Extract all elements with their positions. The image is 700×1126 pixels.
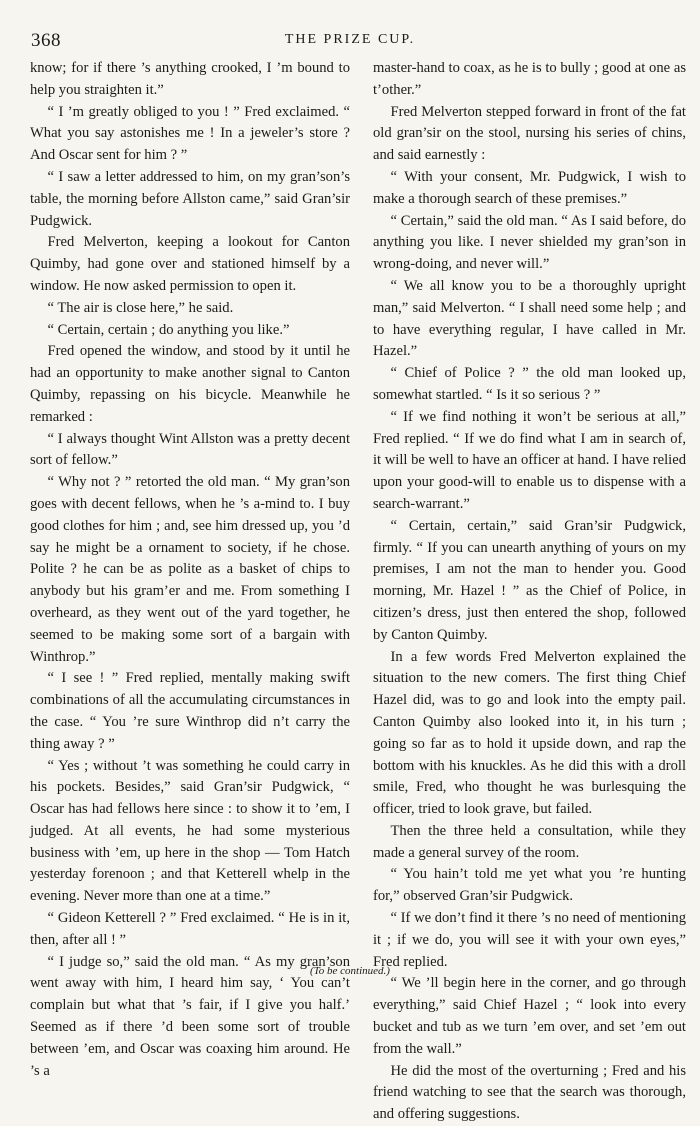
paragraph: Then the three held a consultation, while they made a general survey of the room. (373, 822, 686, 861)
paragraph: “ The air is close here,” he said. (47, 299, 234, 316)
paragraph: “ Certain, certain ; do anything you like.” (47, 321, 290, 338)
paragraph: “ Gideon Ketterell ? ” Fred exclaimed. “ He is in it, then, after all ! ” (30, 910, 350, 948)
paragraph: In a few words Fred Melverton explained the situation to the new comers. The first thing Chief Hazel did, was to go and look into the empty pail. Canton Quimby also looked into it, in his turn ; going so far as to hold it upside down, and rap the bottom with his knuckles. As he did this with a droll smile, Fred, who thought he was burlesquing the officer, tried to look grave, but failed. (373, 648, 686, 818)
paragraph: know; for if there ’s anything crooked, I ’m bound to help you straighten it.” (30, 60, 350, 98)
page-number: 368 (31, 30, 61, 51)
paragraph: “ Certain, certain,” said Gran’sir Pudgwick, firmly. “ If you can unearth anything of yours on my premises, I am not the man to hender you. Good morning, Mr. Hazel ! ” as the Chief of Police, in citizen’s dress, just then entered the shop, followed by Canton Quimby. (373, 517, 686, 643)
paragraph: “ I always thought Wint Allston was a pretty decent sort of fellow.” (30, 430, 350, 469)
paragraph: “ With your consent, Mr. Pudgwick, I wish to make a thorough search of these premises.” (373, 168, 686, 207)
paragraph: “ We all know you to be a thoroughly upright man,” said Melverton. “ I shall need some help ; and to have everything regular, I have called in Mr. Hazel.” (373, 277, 686, 360)
paragraph: “ I see ! ” Fred replied, mentally making swift combinations of all the accumulating circumstances in the case. “ You ’re sure Winthrop did n’t carry the thing away ? ” (30, 670, 350, 752)
paragraph: “ If we don’t find it there ’s no need of mentioning it ; if we do, you will see it with your own eyes,” Fred replied. (373, 910, 686, 970)
paragraph: “ Certain,” said the old man. “ As I said before, do anything you like. I never shielded my gran’son in wrong-doing, and never will.” (373, 212, 686, 273)
paragraph: master-hand to coax, as he is to bully ; good at one as t’other.” (373, 60, 686, 98)
paragraph: “ I ’m greatly obliged to you ! ” Fred exclaimed. “ What you say astonishes me ! In a jeweler’s store ? And Oscar sent for him ? ” (30, 103, 350, 164)
paragraph: “ We ’ll begin here in the corner, and go through everything,” said Chief Hazel ; “ look into every bucket and tub as we turn ’em over, and set ’em out from the wall.” (373, 975, 686, 1057)
paragraph: “ Chief of Police ? ” the old man looked up, somewhat startled. “ Is it so serious ? ” (373, 365, 686, 403)
running-title: THE PRIZE CUP. (284, 32, 416, 47)
paragraph: Fred Melverton, keeping a lookout for Canton Quimby, had gone over and stationed himself by a window. He now asked permission to open it. (30, 234, 350, 294)
paragraph: “ Yes ; without ’t was something he could carry in his pockets. Besides,” said Gran’sir Pudgwick, “ Oscar has had fellows here since : to show it to ’em, I judged. At all events, he had some mysterious business with ’em, up here in the shop — Tom Hatch yesterday forenoon ; and that Ketterell whelp in the evening. Never more than one at a time.” (30, 757, 350, 905)
left-column (30, 58, 350, 1082)
paragraph: Fred opened the window, and stood by it until he had an opportunity to make another signal to Canton Quimby, repassing on his bicycle. Meanwhile he remarked : (30, 343, 350, 425)
paragraph: “ You hain’t told me yet what you ’re hunting for,” observed Gran’sir Pudgwick. (373, 866, 686, 905)
paragraph: Fred Melverton stepped forward in front of the fat old gran’sir on the stool, nursing his series of chins, and said earnestly : (373, 103, 686, 164)
paragraph: He did the most of the overturning ; Fred and his friend watching to see that the search was thorough, and offering suggestions. (373, 1062, 686, 1123)
paragraph: “ I saw a letter addressed to him, on my gran’son’s table, the morning before Allston came,” said Gran’sir Pudgwick. (30, 168, 350, 229)
paragraph: “ If we find nothing it won’t be serious at all,” Fred replied. “ If we do find what I am in search of, it will be well to have an officer at hand. I have relied upon your good-will to enable us to dispense with a search-warrant.” (373, 408, 686, 512)
paragraph: “ Why not ? ” retorted the old man. “ My gran’son goes with decent fellows, when he ’s a-mind to. I buy good clothes for him ; and, see him dressed up, you ’d say he might be a ornament to society, if he chose. Polite ? he can be as polite as a basket of chips to anybody but his gram’er and me. From something I overheard, as they went out of the yard together, he seemed to be making some sort of a bargain with Winthrop.” (30, 474, 350, 665)
to-be-continued-note: (To be continued.) (310, 965, 390, 977)
paragraph: “ I judge so,” said the old man. “ As my gran’son went away with him, I heard him say, ‘ You can’t complain but what that ’s fair, if I give you half.’ Seemed as if there ’d been some sort of trouble between ’em, and Oscar was coaxing him around. He ’s a (30, 953, 350, 1079)
